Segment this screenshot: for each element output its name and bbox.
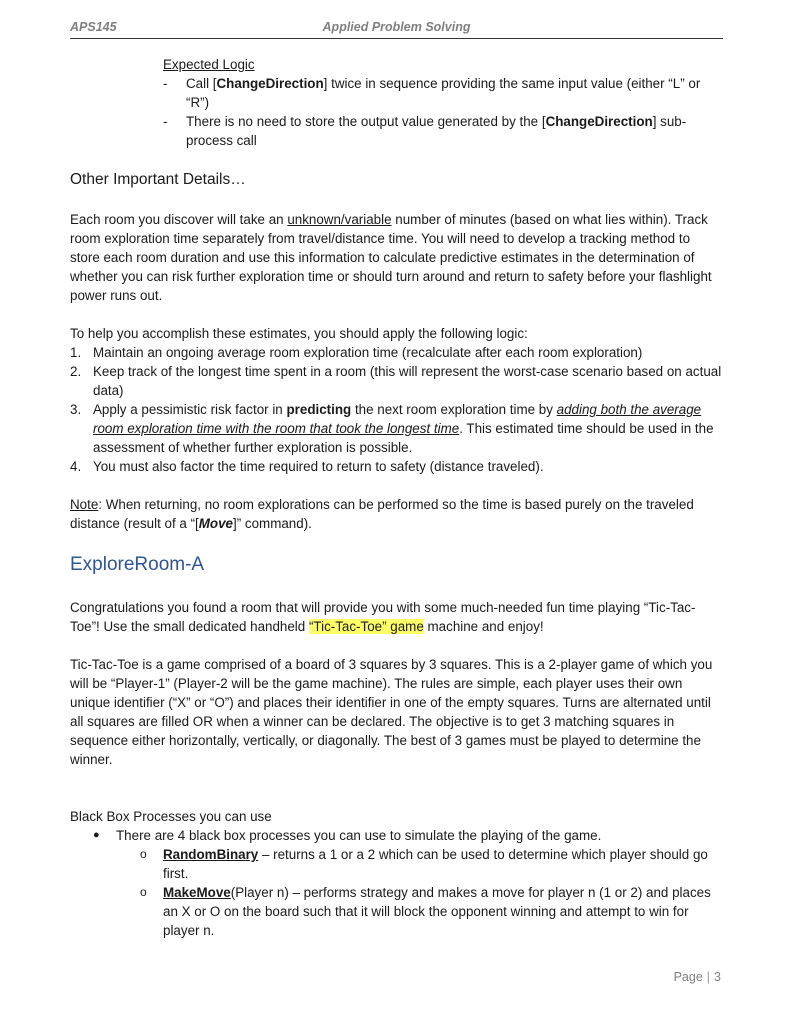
text-run: Call [ bbox=[186, 76, 217, 91]
bold-term: predicting bbox=[286, 402, 352, 417]
text-run: Congratulations you found a room that will provide you with some much-needed fun time playing “Tic-Tac-Toe”! Use the small dedicated handheld bbox=[70, 600, 696, 634]
text-run: machine and enjoy! bbox=[423, 619, 544, 634]
text-run: ]” command). bbox=[233, 516, 312, 531]
other-details-paragraph-1 bbox=[70, 210, 723, 305]
italic-underlined-phrase: adding both the average room exploration time with the room that took the longest time bbox=[93, 402, 702, 436]
sub-bullet-marker: o bbox=[140, 885, 147, 899]
list-text: Maintain an ongoing average room exploration time (recalculate after each room exploration) bbox=[93, 345, 643, 360]
page-number: 3 bbox=[714, 970, 721, 984]
bullet-text: There are 4 black box processes you can use to simulate the playing of the game. bbox=[116, 828, 602, 843]
text-run: ] twice in sequence providing the same input value (either “L” or “R”) bbox=[186, 76, 701, 110]
text-run: ] sub-process call bbox=[186, 114, 687, 148]
page-separator: | bbox=[706, 970, 711, 984]
underlined-term: unknown/variable bbox=[287, 212, 392, 227]
black-box-heading: Black Box Processes you can use bbox=[70, 809, 272, 824]
dash-marker: - bbox=[163, 114, 168, 129]
explore-paragraph-2: Tic-Tac-Toe is a game comprised of a board of 3 squares by 3 squares. This is a 2-player game of which you will be “Player-1” (Player-2 will be the game machine). The rules are simple, each player uses their own unique identifier (“X” or “O”) and places their identifier in one of the empty squares. Turns are alternated until all squares are filled OR when a winner can be declared. The objective is to get 3 matching squares in sequence either horizontally, vertically, or diagonally. The best of 3 games must be played to determine the winner. bbox=[70, 657, 713, 767]
process-name: RandomBinary bbox=[163, 847, 259, 862]
bullet-marker: ● bbox=[93, 829, 100, 841]
text-run: . This estimated time should be used in the assessment of whether further exploration is possible. bbox=[93, 421, 714, 455]
text-run: : When returning, no room explorations can be performed so the time is based purely on the traveled distance (result of a “[ bbox=[70, 497, 694, 531]
logic-list-item-1 bbox=[70, 343, 723, 362]
list-number: 2. bbox=[70, 364, 82, 379]
text-run: – returns a 1 or a 2 which can be used to determine which player should go first. bbox=[163, 847, 708, 881]
note-paragraph bbox=[70, 495, 723, 533]
list-number: 3. bbox=[70, 402, 82, 417]
expected-logic-item-1 bbox=[163, 74, 723, 112]
sub-bullet-marker: o bbox=[140, 847, 147, 861]
list-text: Keep track of the longest time spent in a room (this will represent the worst-case scenario based on actual data) bbox=[93, 364, 722, 398]
text-run: Apply a pessimistic risk factor in bbox=[93, 402, 287, 417]
highlighted-phrase: “Tic-Tac-Toe” game bbox=[308, 619, 424, 634]
page-label: Page bbox=[673, 970, 703, 984]
text-run: the next room exploration time by bbox=[351, 402, 557, 417]
text-run: There is no need to store the output value generated by the [ bbox=[186, 114, 546, 129]
other-details-heading: Other Important Details… bbox=[70, 171, 246, 188]
list-number: 4. bbox=[70, 459, 82, 474]
process-random-binary bbox=[140, 845, 723, 883]
logic-list-item-4 bbox=[70, 457, 723, 476]
explore-paragraph-1 bbox=[70, 598, 723, 636]
expected-logic-heading: Expected Logic bbox=[163, 57, 255, 72]
expected-logic-item-2 bbox=[163, 112, 723, 150]
list-text: You must also factor the time required to return to safety (distance traveled). bbox=[93, 459, 544, 474]
bold-italic-term: Move bbox=[198, 516, 233, 531]
black-box-bullet bbox=[93, 826, 723, 845]
header-course-title: Applied Problem Solving bbox=[322, 20, 471, 34]
process-name: MakeMove bbox=[163, 885, 231, 900]
logic-list-item-2 bbox=[70, 362, 723, 400]
note-label: Note bbox=[70, 497, 99, 512]
explore-room-heading: ExploreRoom-A bbox=[70, 554, 205, 575]
logic-list-item-3 bbox=[70, 400, 723, 457]
other-details-paragraph-2: To help you accomplish these estimates, you should apply the following logic: bbox=[70, 326, 528, 341]
text-run: Each room you discover will take an bbox=[70, 212, 288, 227]
text-run: (Player n) – performs strategy and makes a move for player n (1 or 2) and places an X or O on the board such that it will block the opponent winning and attempt to win for player n. bbox=[163, 885, 711, 938]
text-run: number of minutes (based on what lies within). Track room exploration time separately from travel/distance time. You will need to develop a tracking method to store each room duration and use this information to calculate predictive estimates in the determination of whether you can risk further exploration time or should turn around and return to safety before your flashlight power runs out. bbox=[70, 212, 712, 303]
list-number: 1. bbox=[70, 345, 82, 360]
header-course-code: APS145 bbox=[70, 20, 117, 34]
page-footer bbox=[674, 970, 721, 984]
bold-term: ChangeDirection bbox=[216, 76, 324, 91]
bold-term: ChangeDirection bbox=[545, 114, 653, 129]
dash-marker: - bbox=[163, 76, 168, 91]
process-make-move bbox=[140, 883, 723, 940]
page-header bbox=[70, 18, 723, 39]
